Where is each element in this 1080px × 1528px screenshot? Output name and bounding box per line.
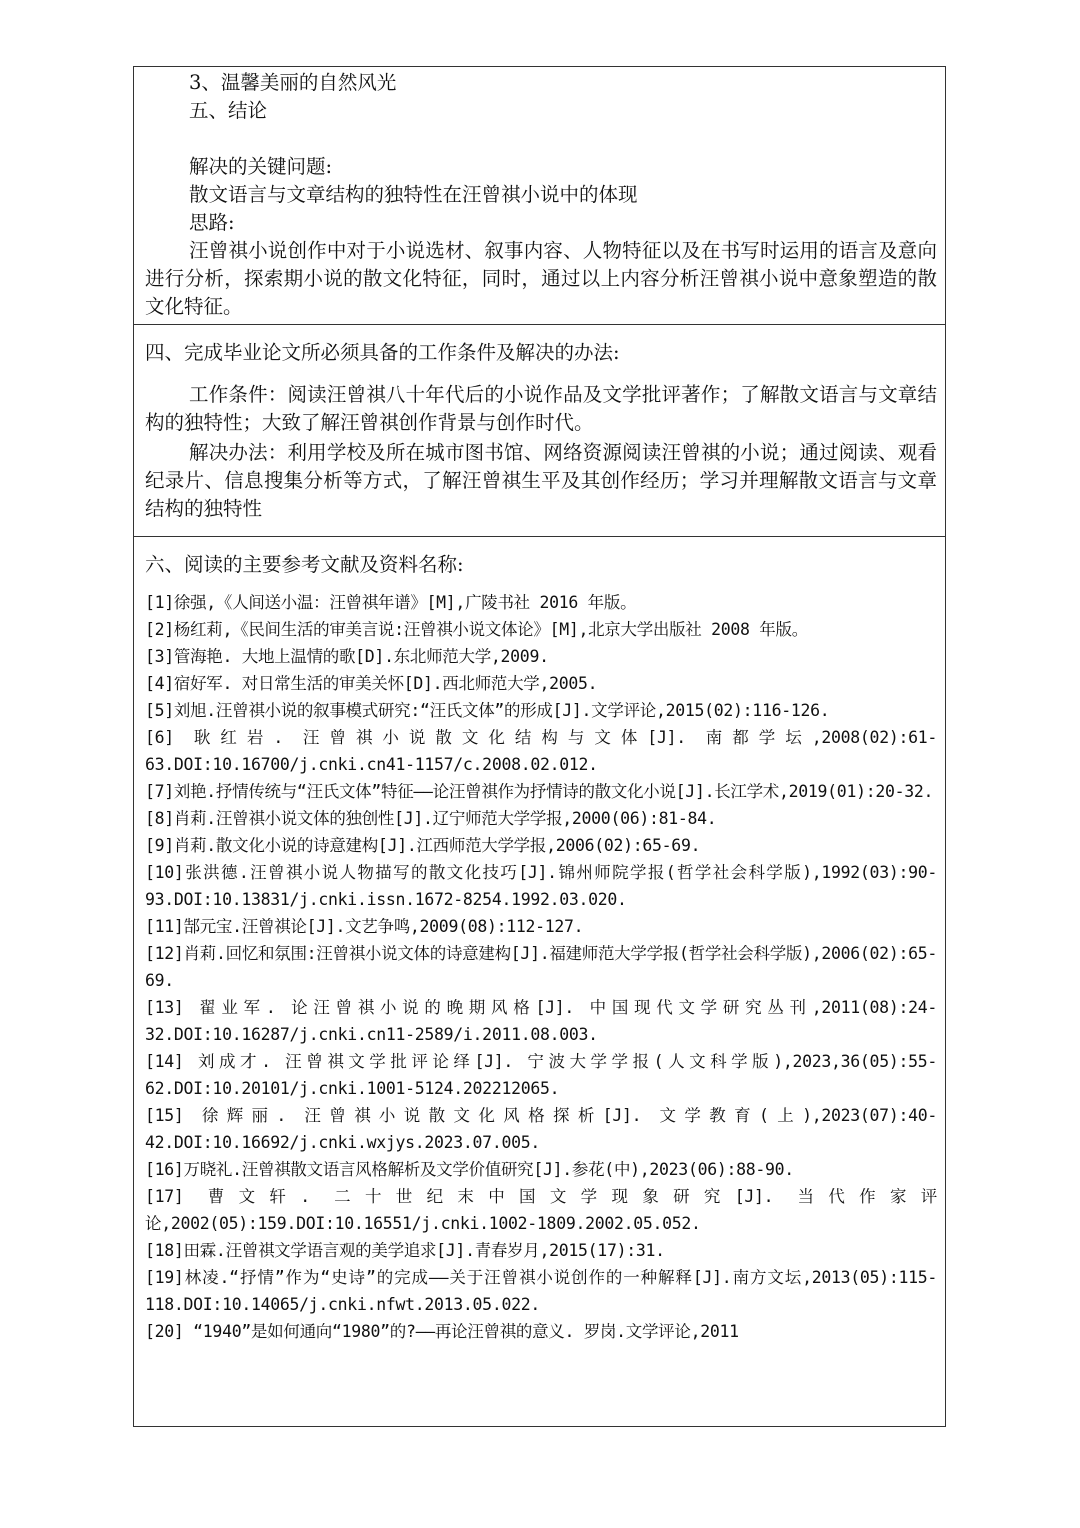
reference-item: [11]郜元宝.汪曾祺论[J].文艺争鸣,2009(08):112-127. — [145, 917, 584, 936]
section-four-cell — [134, 339, 945, 537]
section-six-cell — [134, 551, 945, 1426]
reference-item: [10]张洪德.汪曾祺小说人物描写的散文化技巧[J].锦州师院学报(哲学社会科学版),1992(03):90-93.DOI:10.13831/j.cnki.issn.1672-8254.1992.03.020. — [145, 863, 937, 909]
reference-item: [6] 耿红岩. 汪曾祺小说散文化结构与文体[J]. 南都学坛,2008(02):61-63.DOI:10.16700/j.cnki.cn41-1157/c.2008.02.012. — [145, 728, 937, 774]
section-six-title: 六、阅读的主要参考文献及资料名称: — [145, 553, 464, 576]
approach-text: 汪曾祺小说创作中对于小说选材、叙事内容、人物特征以及在书写时运用的语言及意向进行分析，探索期小说的散文化特征，同时，通过以上内容分析汪曾祺小说中意象塑造的散文化特征。 — [145, 239, 937, 318]
reference-item: [15] 徐辉丽. 汪曾祺小说散文化风格探析[J]. 文学教育(上),2023(07):40-42.DOI:10.16692/j.cnki.wxjys.2023.07.005. — [145, 1106, 937, 1152]
section-four-title: 四、完成毕业论文所必须具备的工作条件及解决的办法: — [145, 341, 620, 364]
reference-item: [16]万晓礼.汪曾祺散文语言风格解析及文学价值研究[J].参花(中),2023(06):88-90. — [145, 1160, 794, 1179]
outline-item-5: 五、结论 — [189, 99, 268, 122]
reference-item: [1]徐强,《人间送小温：汪曾祺年谱》[M],广陵书社 2016 年版。 — [145, 593, 637, 612]
reference-item: [2]杨红莉,《民间生活的审美言说:汪曾祺小说文体论》[M],北京大学出版社 2008 年版。 — [145, 620, 808, 639]
proposal-table — [133, 66, 946, 1427]
reference-item: [13] 翟业军. 论汪曾祺小说的晚期风格[J]. 中国现代文学研究丛刊,2011(08):24-32.DOI:10.16287/j.cnki.cn11-2589/i.2011.08.003. — [145, 998, 937, 1044]
reference-item: [3]管海艳. 大地上温情的歌[D].东北师范大学,2009. — [145, 647, 549, 666]
reference-item: [17] 曹文轩. 二十世纪末中国文学现象研究[J]. 当代作家评论,2002(05):159.DOI:10.16551/j.cnki.1002-1809.2002.05.052. — [145, 1187, 937, 1233]
key-problem-label: 解决的关键问题: — [189, 155, 333, 178]
section-three-cell — [134, 69, 945, 325]
work-conditions-text: 工作条件：阅读汪曾祺八十年代后的小说作品及文学批评著作；了解散文语言与文章结构的独特性；大致了解汪曾祺创作背景与创作时代。 — [145, 383, 937, 434]
reference-item: [4]宿好军. 对日常生活的审美关怀[D].西北师范大学,2005. — [145, 674, 598, 693]
reference-item: [5]刘旭.汪曾祺小说的叙事模式研究:“汪氏文体”的形成[J].文学评论,2015(02):116-126. — [145, 701, 830, 720]
reference-item: [7]刘艳.抒情传统与“汪氏文体”特征——论汪曾祺作为抒情诗的散文化小说[J].长江学术,2019(01):20-32. — [145, 782, 934, 801]
reference-item: [9]肖莉.散文化小说的诗意建构[J].江西师范大学学报,2006(02):65-69. — [145, 836, 701, 855]
reference-item: [19]林凌.“抒情”作为“史诗”的完成——关于汪曾祺小说创作的一种解释[J].南方文坛,2013(05):115-118.DOI:10.14065/j.cnki.nfwt.2013.05.022. — [145, 1268, 937, 1314]
solutions-text: 解决办法：利用学校及所在城市图书馆、网络资源阅读汪曾祺的小说；通过阅读、观看纪录片、信息搜集分析等方式，了解汪曾祺生平及其创作经历；学习并理解散文语言与文章结构的独特性 — [145, 441, 937, 520]
reference-item: [14] 刘成才. 汪曾祺文学批评论绎[J]. 宁波大学学报(人文科学版),2023,36(05):55-62.DOI:10.20101/j.cnki.1001-5124.202212065. — [145, 1052, 937, 1098]
approach-label: 思路: — [189, 211, 235, 234]
reference-list — [145, 589, 937, 1345]
reference-item: [8]肖莉.汪曾祺小说文体的独创性[J].辽宁师范大学学报,2000(06):81-84. — [145, 809, 717, 828]
outline-item-3: 3、温馨美丽的自然风光 — [189, 71, 397, 94]
reference-item: [20] “1940”是如何通向“1980”的?——再论汪曾祺的意义. 罗岗.文学评论,2011 — [145, 1322, 739, 1341]
reference-item: [12]肖莉.回忆和氛围:汪曾祺小说文体的诗意建构[J].福建师范大学学报(哲学社会科学版),2006(02):65-69. — [145, 944, 937, 990]
reference-item: [18]田霖.汪曾祺文学语言观的美学追求[J].青春岁月,2015(17):31. — [145, 1241, 665, 1260]
key-problem-text: 散文语言与文章结构的独特性在汪曾祺小说中的体现 — [189, 183, 638, 206]
